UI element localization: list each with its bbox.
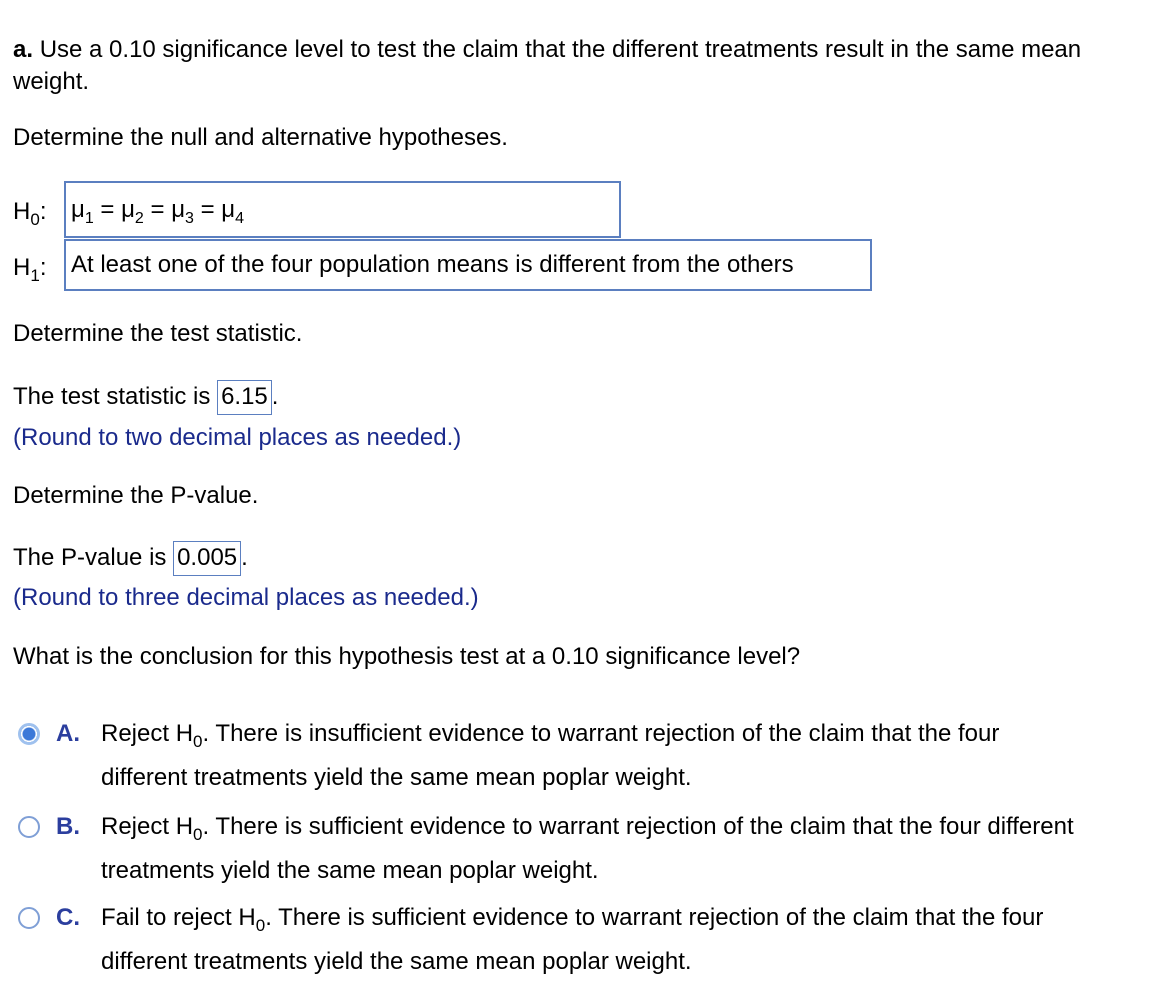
equals-sign: = [150, 195, 165, 223]
part-label: a. [13, 36, 34, 63]
mu-subscript: 1 [84, 209, 94, 227]
hypotheses-prompt: Determine the null and alternative hypotheses. [13, 124, 508, 151]
p-value-hint: (Round to three decimal places as needed.) [13, 584, 479, 611]
h0-answer-field[interactable] [64, 181, 621, 238]
mu-symbol: μ [71, 195, 85, 223]
choice-a-body: . There is insufficient evidence to warrant rejection of the claim that the four different treatments yield the same mean poplar weight. [101, 720, 1000, 791]
choice-a-subscript: 0 [193, 732, 203, 751]
p-value-answer-field[interactable]: 0.005 [173, 541, 241, 576]
mu-symbol: μ [171, 195, 186, 223]
h0-expression [71, 195, 245, 227]
choice-c-letter [56, 897, 80, 939]
test-statistic-period: . [271, 383, 279, 410]
mu-symbol: μ [121, 195, 135, 223]
choice-c-radio[interactable] [18, 907, 40, 929]
test-statistic-prefix: The test statistic is [13, 383, 211, 410]
mu-symbol: μ [221, 195, 236, 223]
p-value-line [13, 539, 248, 577]
test-statistic-prompt: Determine the test statistic. [13, 320, 303, 347]
mu-subscript: 2 [134, 209, 144, 227]
h1-value-text: At least one of the four population means is different from the others [71, 251, 794, 278]
h0-colon: : [39, 198, 47, 225]
h0-letter: H [13, 198, 31, 225]
test-statistic-answer-field[interactable]: 6.15 [217, 380, 272, 415]
choice-a-text[interactable] [101, 713, 1091, 799]
question-title [13, 34, 1143, 98]
choice-c-text[interactable] [101, 897, 1091, 983]
h1-answer-field[interactable] [64, 239, 872, 291]
mu-subscript: 3 [185, 209, 194, 227]
choice-c-subscript: 0 [255, 916, 266, 935]
equals-sign: = [200, 195, 215, 223]
h0-label [13, 196, 46, 230]
choice-b-text[interactable] [101, 806, 1091, 892]
choice-b-letter [56, 806, 80, 848]
choice-a-letter-text: A. [56, 720, 80, 747]
h0-subscript: 0 [30, 210, 40, 229]
p-value-period: . [241, 544, 248, 571]
conclusion-prompt: What is the conclusion for this hypothesis test at a 0.10 significance level? [13, 643, 801, 670]
test-statistic-hint: (Round to two decimal places as needed.) [13, 424, 462, 451]
h1-colon: : [39, 254, 47, 281]
test-statistic-line [13, 378, 278, 416]
h1-subscript: 1 [30, 266, 40, 285]
choice-b-radio[interactable] [18, 816, 40, 838]
choice-b-subscript: 0 [193, 825, 203, 844]
h1-letter: H [13, 254, 31, 281]
choice-c-letter-text: C. [56, 904, 80, 931]
h1-label [13, 252, 46, 286]
choice-b-body: . There is sufficient evidence to warrant rejection of the claim that the four different treatments yield the same mean poplar weight. [101, 813, 1074, 884]
choice-a-lead: Reject H [101, 720, 194, 747]
choice-c-lead: Fail to reject H [101, 904, 256, 931]
p-value-prompt: Determine the P-value. [13, 482, 259, 509]
p-value-prefix: The P-value is [13, 544, 167, 571]
question-text: Use a 0.10 significance level to test the claim that the different treatments result in the same mean weight. [13, 36, 1082, 95]
equals-sign: = [100, 195, 115, 223]
choice-a-radio[interactable] [18, 723, 40, 745]
choice-a-letter [56, 713, 80, 755]
choice-b-letter-text: B. [56, 813, 80, 840]
choice-c-body: . There is sufficient evidence to warrant rejection of the claim that the four different treatments yield the same mean poplar weight. [101, 904, 1044, 975]
choice-b-lead: Reject H [101, 813, 194, 840]
mu-subscript: 4 [235, 209, 245, 227]
